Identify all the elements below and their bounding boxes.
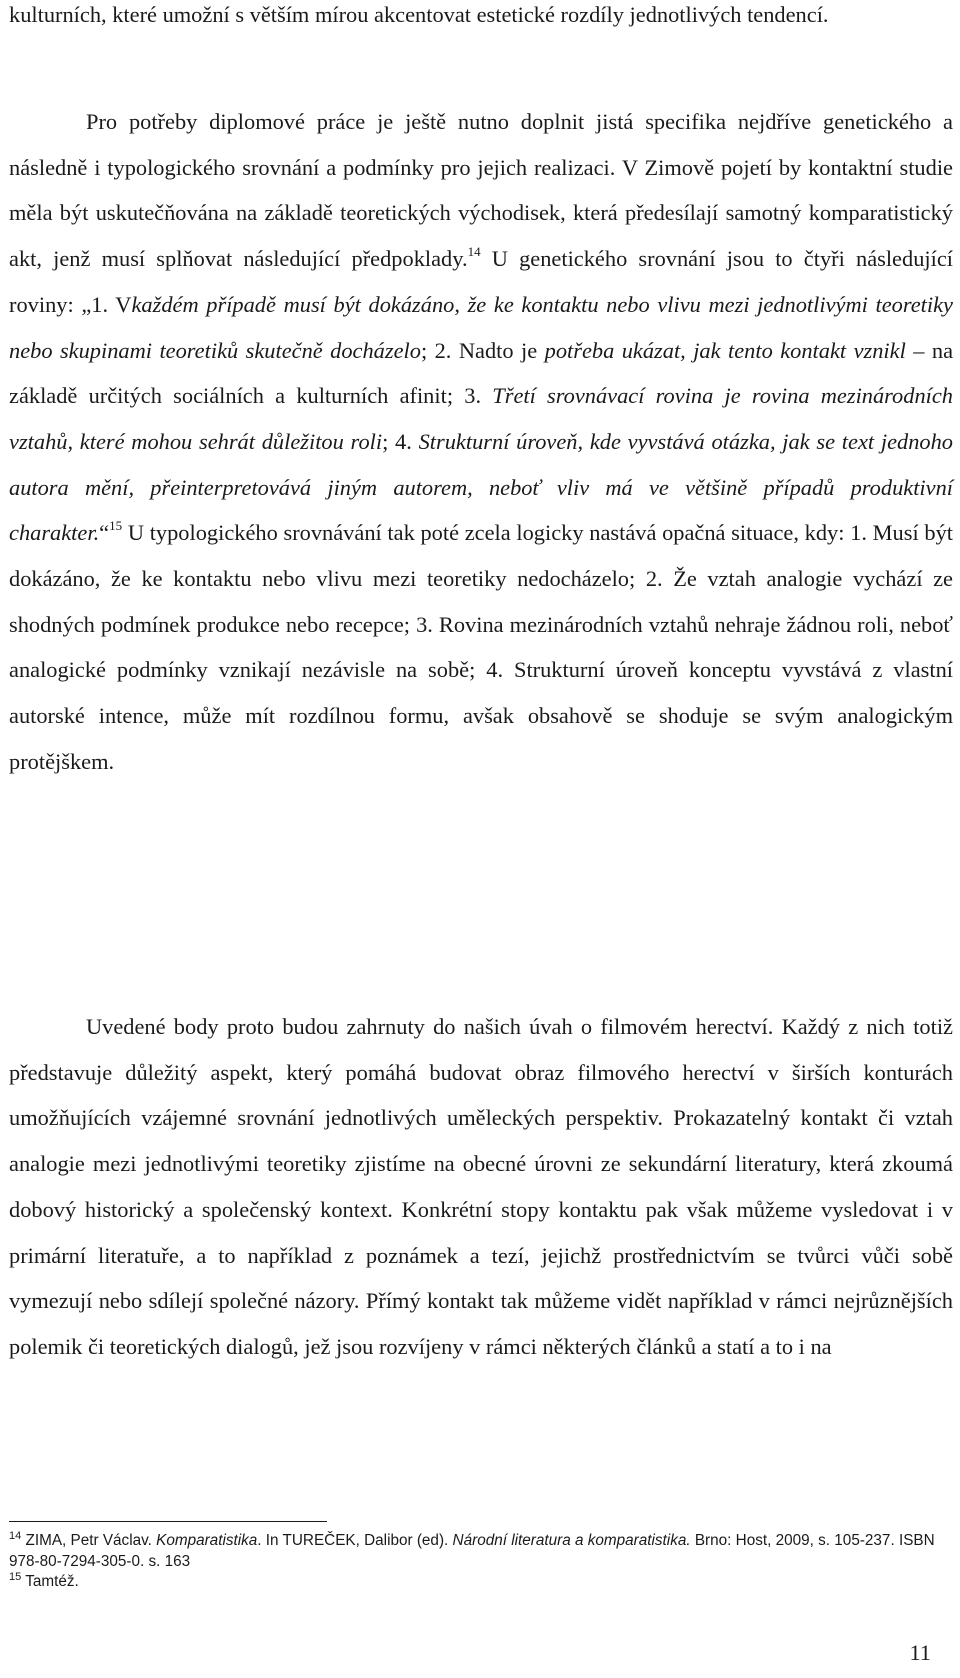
page-number: 11 [909,1640,931,1665]
paragraph-film-acting: Uvedené body proto budou zahrnuty do našich úvah o filmovém herectví. Každý z nich totiž představuje důležitý aspekt, který pomáhá budovat obraz filmového herectví v širších konturách umožňujících vzájemné srovnání jednotlivých uměleckých perspektiv. Prokazatelný kontakt či vztah analogie mezi jednotlivými teoretiky zjistíme na obecné úrovni ze sekundární literatury, která zkoumá dobový historický a společenský kontext. Konkrétní stopy kontaktu pak však můžeme vysledovat i v primární literatuře, a to například z poznámek a tezí, jejichž prostřednictvím se tvůrci vůči sobě vymezují nebo sdílejí společné názory. Přímý kontakt tak můžeme vidět například v rámci nejrůznějších polemik či teoretických dialogů, jež jsou rozvíjeny v rámci některých článků a statí a to i na [9,1014,953,1359]
paragraph-comparison-criteria: Pro potřeby diplomové práce je ještě nutno doplnit jistá specifika nejdříve genetického a následně i typologického srovnání a podmínky pro jejich realizaci. V Zimově pojetí by kontaktní studie měla být uskutečňována na základě teoretických východisek, která předesílají samotný komparatistický akt, jenž musí splňovat následující předpoklady.$^{14}$ U genetického srovnání jsou to čtyři následující roviny: „1. Vkaždém případě musí být dokázáno, že ke kontaktu nebo vlivu mezi jednotlivými teoretiky nebo skupinami teoretiků skutečně docházelo; 2. Nadto je potřeba ukázat, jak tento kontakt vznikl – na základě určitých sociálních a kulturních afinit; 3. Třetí srovnávací rovina je rovina mezinárodních vztahů, které mohou sehrát důležitou roli; 4. Strukturní úroveň, kde vyvstává otázka, jak se text jednoho autora mění, přeinterpretovává jiným autorem, neboť vliv má ve většině případů produktivní charakter.“$^{15}$ U typologického srovnávání tak poté zcela logicky nastává opačná situace, kdy: 1. Musí být dokázáno, že ke kontaktu nebo vlivu mezi teoretiky nedocházelo; 2. Že vztah analogie vychází ze shodných podmínek produkce nebo recepce; 3. Rovina mezinárodních vztahů nehraje žádnou roli, neboť analogické podmínky vznikají nezávisle na sobě; 4. Strukturní úroveň konceptu vyvstává z vlastní autorské intence, může mít rozdílnou formu, avšak obsahově se shoduje se svým analogickým protějškem. [9,109,954,774]
footnote-ref-14[interactable]: 14 [467,244,481,260]
footnote-separator [9,1521,327,1522]
footnote-ref-15[interactable]: 15 [109,518,123,534]
paragraph-continued: kulturních, které umožní s větším mírou akcentovat estetické rozdíly jednotlivých tendencí. [9,2,829,27]
footnote-15: $^{15}$ Tamtéž. [9,1571,79,1590]
footnote-14: $^{14}$ ZIMA, Petr Václav. Komparatistika. In TUREČEK, Dalibor (ed). Národní literatura a komparatistika. Brno: Host, 2009, s. 105-237. ISBN 978-80-7294-305-0. s. 163 [9,1530,935,1570]
footnotes [9,1531,953,1593]
